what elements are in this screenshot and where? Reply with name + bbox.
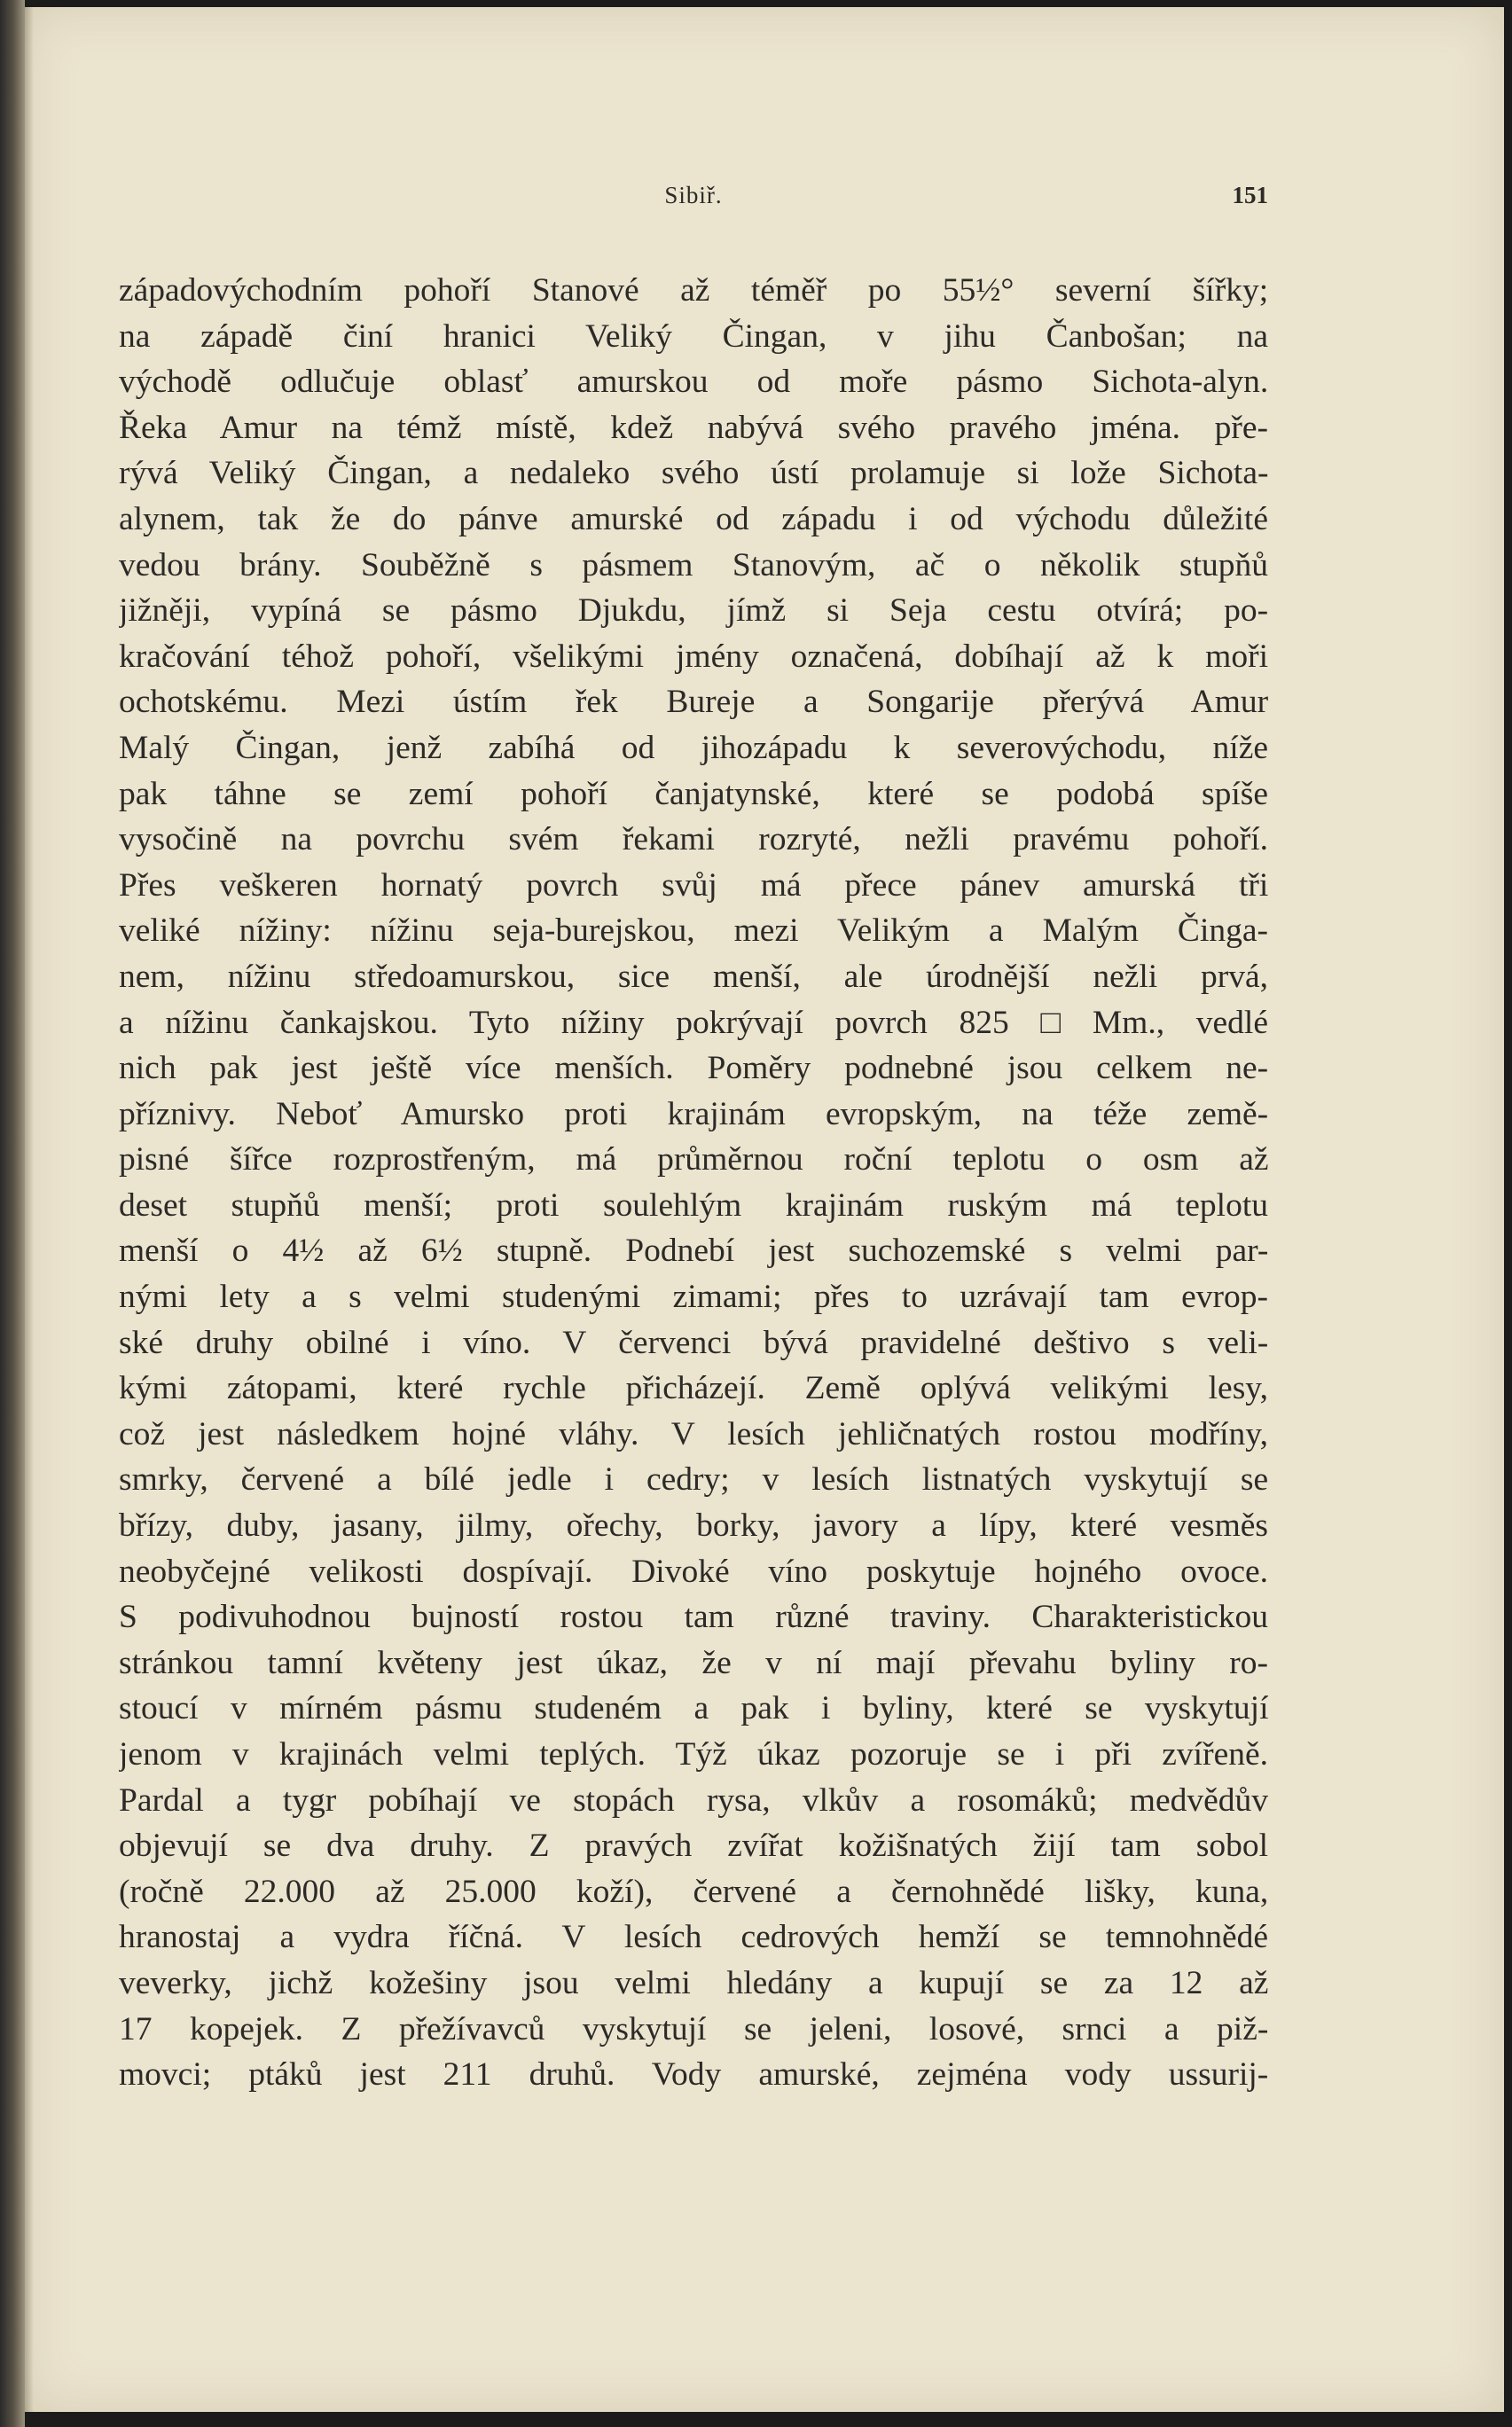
text-line: ochotskému. Mezi ústím řek Bureje a Songarije přerývá Amur <box>119 684 1268 721</box>
text-line: Malý Čingan, jenž zabíhá od jihozápadu k severovýchodu, níže <box>119 729 1268 766</box>
page-gutter-shade <box>25 7 34 2412</box>
text-line: stoucí v mírném pásmu studeném a pak i byliny, které se vyskytují <box>119 1690 1268 1727</box>
book-binding-shadow <box>0 0 25 2427</box>
text-line: veverky, jichž kožešiny jsou velmi hledány a kupují se za 12 až <box>119 1964 1268 2001</box>
text-line: neobyčejné velikosti dospívají. Divoké víno poskytuje hojného ovoce. <box>119 1553 1268 1590</box>
text-line: vedou brány. Souběžně s pásmem Stanovým, ač o několik stupňů <box>119 546 1268 583</box>
text-line: alynem, tak že do pánve amurské od západu i od východu důležité <box>119 500 1268 537</box>
text-line: deset stupňů menší; proti soulehlým krajinám ruským má teplotu <box>119 1186 1268 1224</box>
text-line: a nížinu čankajskou. Tyto nížiny pokrývají povrch 825 □ Mm., vedlé <box>119 1004 1268 1041</box>
text-line: 17 kopejek. Z přežívavců vyskytují se jeleni, losové, srnci a piž- <box>119 2010 1268 2047</box>
text-line: smrky, červené a bílé jedle i cedry; v lesích listnatých vyskytují se <box>119 1461 1268 1499</box>
text-line: východě odlučuje oblasť amurskou od moře pásmo Sichota-alyn. <box>119 364 1268 401</box>
text-line: Pardal a tygr pobíhají ve stopách rysa, vlkův a rosomáků; medvědův <box>119 1781 1268 1819</box>
text-line: Přes veškeren hornatý povrch svůj má přece pánev amurská tři <box>119 866 1268 904</box>
text-line: na západě činí hranici Veliký Čingan, v jihu Čanbošan; na <box>119 317 1268 355</box>
body-text <box>119 268 1268 2098</box>
text-line: nich pak jest ještě více menších. Poměry podnebné jsou celkem ne- <box>119 1050 1268 1087</box>
text-line: Řeka Amur na témž místě, kdež nabývá svého pravého jména. pře- <box>119 409 1268 446</box>
text-line: S podivuhodnou bujností rostou tam různé traviny. Charakteristickou <box>119 1599 1268 1636</box>
text-line: (ročně 22.000 až 25.000 koží), červené a černohnědé lišky, kuna, <box>119 1873 1268 1910</box>
text-line: pisné šířce rozprostřeným, má průměrnou roční teplotu o osm až <box>119 1141 1268 1178</box>
text-line: západovýchodním pohoří Stanové až téměř po 55½° severní šířky; <box>119 272 1268 309</box>
text-line: příznivy. Neboť Amursko proti krajinám evropským, na téže země- <box>119 1095 1268 1132</box>
text-line: rývá Veliký Čingan, a nedaleko svého ústí prolamuje si lože Sichota- <box>119 455 1268 492</box>
text-line: nem, nížinu středoamurskou, sice menší, ale úrodnější nežli prvá, <box>119 958 1268 995</box>
text-line: kými zátopami, které rychle přicházejí. Země oplývá velikými lesy, <box>119 1370 1268 1407</box>
text-line: hranostaj a vydra říčná. V lesích cedrových hemží se temnohnědé <box>119 1919 1268 1956</box>
text-line: veliké nížiny: nížinu seja-burejskou, mezi Velikým a Malým Činga- <box>119 912 1268 950</box>
text-line: kračování téhož pohoří, všelikými jmény označená, dobíhají až k moři <box>119 638 1268 675</box>
running-title: Sibiř. <box>664 182 723 208</box>
text-line: jižněji, vypíná se pásmo Djukdu, jímž si Seja cestu otvírá; po- <box>119 592 1268 630</box>
text-line: pak táhne se zemí pohoří čanjatynské, které se podobá spíše <box>119 775 1268 812</box>
text-line: nými lety a s velmi studenými zimami; přes to uzrávají tam evrop- <box>119 1279 1268 1316</box>
text-line: stránkou tamní květeny jest úkaz, že v ní mají převahu byliny ro- <box>119 1644 1268 1681</box>
text-line: objevují se dva druhy. Z pravých zvířat kožišnatých žijí tam sobol <box>119 1828 1268 1865</box>
text-line: menší o 4½ až 6½ stupně. Podnebí jest suchozemské s velmi par- <box>119 1233 1268 1270</box>
text-line: ské druhy obilné i víno. V červenci bývá pravidelné deštivo s veli- <box>119 1324 1268 1361</box>
text-line: vysočině na povrchu svém řekami rozryté, nežli pravému pohoří. <box>119 821 1268 858</box>
text-line: movci; ptáků jest 211 druhů. Vody amurské, zejména vody ussurij- <box>119 2056 1268 2094</box>
page-number: 151 <box>1232 182 1268 208</box>
text-line: což jest následkem hojné vláhy. V lesích jehličnatých rostou modříny, <box>119 1415 1268 1452</box>
page-header <box>119 182 1268 217</box>
text-line: jenom v krajinách velmi teplých. Týž úkaz pozoruje se i při zvířeně. <box>119 1736 1268 1773</box>
text-line: břízy, duby, jasany, jilmy, ořechy, borky, javory a lípy, které vesměs <box>119 1507 1268 1545</box>
